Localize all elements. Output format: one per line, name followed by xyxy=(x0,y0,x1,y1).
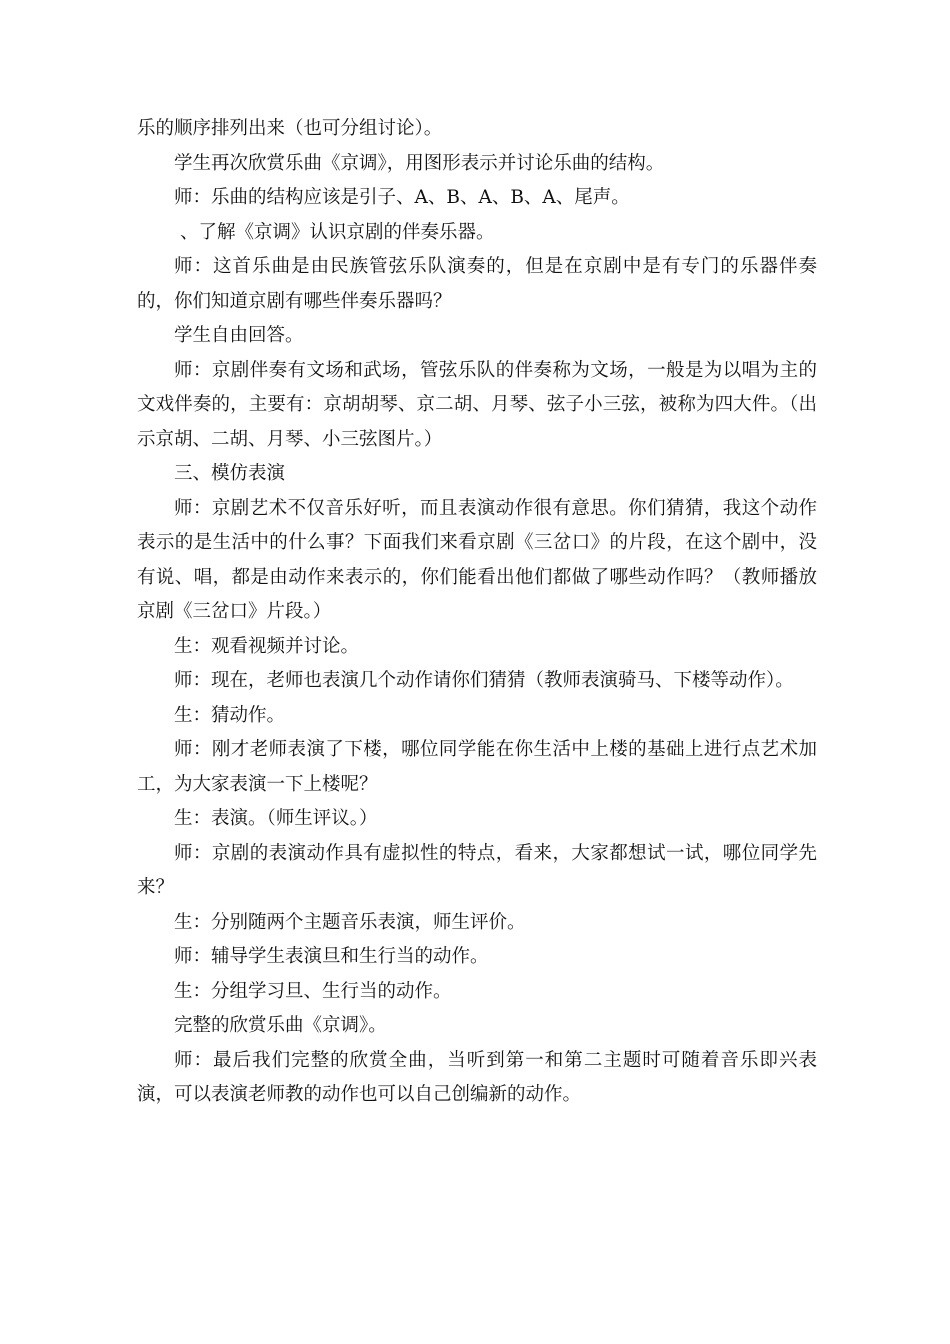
section-heading: 、了解《京调》认识京剧的伴奏乐器。 xyxy=(180,221,495,243)
paragraph: 师：刚才老师表演了下楼，哪位同学能在你生活中上楼的基础上进行点艺术加工，为大家表演一下上楼呢？ xyxy=(137,739,817,795)
paragraph: 师：京剧艺术不仅音乐好听，而且表演动作很有意思。你们猜猜，我这个动作表示的是生活中的什么事？下面我们来看京剧《三岔口》的片段，在这个剧中，没有说、唱，都是由动作来表示的，你们能看出他们都做了哪些动作吗？（教师播放京剧《三岔口》片段。） xyxy=(137,497,817,622)
paragraph: 生：分组学习旦、生行当的动作。 xyxy=(174,980,452,1002)
paragraph: 生：观看视频并讨论。 xyxy=(174,635,360,657)
paragraph: 师：京剧伴奏有文场和武场，管弦乐队的伴奏称为文场，一般是为以唱为主的文戏伴奏的，主要有：京胡胡琴、京二胡、月琴、弦子小三弦，被称为四大件。（出示京胡、二胡、月琴、小三弦图片。） xyxy=(137,359,817,450)
paragraph: 学生再次欣赏乐曲《京调》，用图形表示并讨论乐曲的结构。 xyxy=(174,152,665,174)
paragraph: 生：表演。（师生评议。） xyxy=(174,808,378,829)
paragraph: 师：京剧的表演动作具有虚拟性的特点，看来，大家都想试一试，哪位同学先来？ xyxy=(137,842,817,898)
paragraph: 师：这首乐曲是由民族管弦乐队演奏的，但是在京剧中是有专门的乐器伴奏的，你们知道京剧有哪些伴奏乐器吗？ xyxy=(137,256,817,312)
paragraph: 师：最后我们完整的欣赏全曲，当听到第一和第二主题时可随着音乐即兴表演，可以表演老师教的动作也可以自己创编新的动作。 xyxy=(137,1049,817,1105)
paragraph: 生：猜动作。 xyxy=(174,704,286,726)
paragraph: 生：分别随两个主题音乐表演，师生评价。 xyxy=(174,911,526,933)
paragraph: 师：辅导学生表演旦和生行当的动作。 xyxy=(174,946,489,967)
paragraph: 乐的顺序排列出来（也可分组讨论）。 xyxy=(137,118,443,139)
paragraph: 完整的欣赏乐曲《京调》。 xyxy=(174,1015,387,1036)
paragraph: 学生自由回答。 xyxy=(174,325,304,346)
document-body xyxy=(137,112,817,1113)
section-heading: 三、模仿表演 xyxy=(174,463,286,484)
paragraph: 师：现在，老师也表演几个动作请你们猜猜（教师表演骑马、下楼等动作）。 xyxy=(174,670,794,691)
paragraph: 师：乐曲的结构应该是引子、A、B、A、B、A、尾声。 xyxy=(174,187,630,208)
